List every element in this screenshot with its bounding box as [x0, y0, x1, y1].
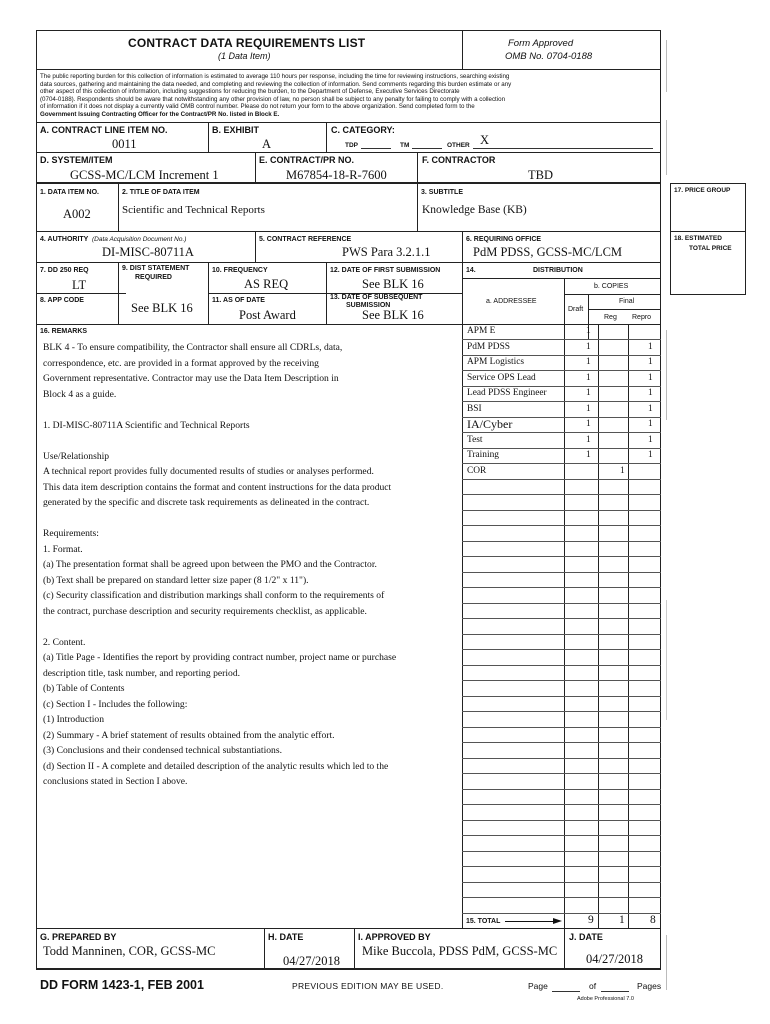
page-label: Page: [528, 981, 548, 991]
label-reg: Reg: [604, 314, 617, 321]
category-tdp: TDP: [345, 142, 358, 149]
draft-count: 1: [586, 435, 591, 445]
label-requiring-office: 6. REQUIRING OFFICE: [466, 236, 542, 243]
label-authority: 4. AUTHORITY: [40, 236, 89, 243]
system-item-value[interactable]: GCSS-MC/LCM Increment 1: [70, 168, 219, 182]
form-number: DD FORM 1423-1, FEB 2001: [40, 978, 204, 992]
remark-line: 2. Content.: [43, 636, 86, 648]
distribution-row[interactable]: [462, 356, 660, 371]
remark-line: Use/Relationship: [43, 450, 110, 462]
total-repro: 8: [650, 914, 656, 926]
remark-line: (c) Security classification and distribution markings shall conform to the requirements of: [43, 590, 385, 601]
category-tdp-blank[interactable]: [361, 148, 391, 149]
distribution-row[interactable]: [462, 416, 660, 431]
repro-count: 1: [648, 342, 653, 352]
label-date-subsequent-submission-2: SUBMISSION: [346, 302, 391, 309]
category-tm: TM: [400, 142, 410, 149]
remark-line: This data item description contains the format and content instructions for the data product: [43, 481, 392, 493]
remark-line: Block 4 as a guide.: [43, 388, 117, 400]
addressee: APM Logistics: [467, 357, 525, 367]
remark-line: (3) Conclusions and their condensed technical substantiations.: [43, 745, 282, 756]
repro-count: 1: [648, 357, 653, 367]
form-title: CONTRACT DATA REQUIREMENTS LIST: [128, 36, 366, 50]
label-prepared-by: G. PREPARED BY: [40, 932, 117, 942]
contract-reference-value[interactable]: PWS Para 3.2.1.1: [342, 245, 431, 259]
category-tm-blank[interactable]: [412, 148, 442, 149]
label-as-of-date: 11. AS OF DATE: [212, 297, 265, 304]
label-contract-pr-no: E. CONTRACT/PR NO.: [259, 155, 355, 165]
software-mark: Adobe Professional 7.0: [577, 996, 634, 1002]
distribution-row[interactable]: [462, 434, 660, 449]
dist-statement-value[interactable]: See BLK 16: [131, 301, 193, 315]
remark-line: Government representative. Contractor may use the Data Item Description in: [43, 373, 339, 384]
dd250-req-value[interactable]: LT: [72, 278, 87, 292]
draft-count: 1: [586, 373, 591, 383]
remark-line: 1. DI-MISC-80711A Scientific and Technical Reports: [43, 419, 250, 431]
label-dd250-req: 7. DD 250 REQ: [40, 267, 89, 274]
addressee: APM E: [467, 326, 496, 336]
label-dist-statement: 9. DIST STATEMENT: [122, 265, 190, 272]
draft-count: 1: [586, 357, 591, 367]
label-addressee: a. ADDRESSEE: [486, 298, 537, 305]
repro-count: 1: [648, 373, 653, 383]
remark-line: (d) Section II - A complete and detailed description of the analytic results which led to the: [43, 760, 389, 772]
remark-line: (1) Introduction: [43, 714, 105, 725]
label-date-h: H. DATE: [268, 932, 304, 942]
addressee: PdM PDSS: [467, 342, 510, 352]
label-approved-by: I. APPROVED BY: [358, 932, 431, 942]
draft-count: 1: [586, 342, 591, 352]
date-subsequent-submission-value[interactable]: See BLK 16: [362, 308, 424, 322]
label-distribution: DISTRIBUTION: [533, 267, 583, 274]
label-estimated-total-price: 18. ESTIMATED: [674, 235, 722, 242]
burden-line: (0704-0188). Respondents should be aware that notwithstanding any other provision of law, no person shall be subject to any penalty for failing to comply with a collection: [40, 95, 506, 103]
label-draft: Draft: [568, 306, 584, 313]
label-total: 15. TOTAL: [466, 918, 501, 925]
contractor-value[interactable]: TBD: [528, 168, 553, 182]
label-date-subsequent-submission: 13. DATE OF SUBSEQUENT: [330, 294, 423, 301]
distribution-row[interactable]: [462, 372, 660, 387]
remark-line: conclusions stated in Section I above.: [43, 776, 188, 787]
authority-hint: (Data Acquisition Document No.): [92, 236, 187, 243]
remark-line: (a) Title Page - Identifies the report by providing contract number, project name or purchase: [43, 652, 397, 663]
label-category: C. CATEGORY:: [331, 125, 395, 135]
data-item-no-value[interactable]: A002: [63, 207, 91, 221]
date-first-submission-value[interactable]: See BLK 16: [362, 277, 424, 291]
remark-line: generated by the specific and discrete task requirements as delineated in the contract.: [43, 497, 370, 508]
date-h-value[interactable]: 04/27/2018: [283, 954, 340, 968]
form-approved: Form Approved: [508, 38, 574, 49]
reg-count: 1: [620, 466, 625, 476]
frequency-value[interactable]: AS REQ: [244, 277, 289, 291]
remark-line: A technical report provides fully documented results of studies or analyses performed.: [43, 466, 374, 477]
date-j-value[interactable]: 04/27/2018: [586, 952, 643, 966]
label-title-of-data-item: 2. TITLE OF DATA ITEM: [122, 189, 200, 196]
page-number-field[interactable]: [552, 991, 580, 992]
exhibit-value[interactable]: A: [262, 137, 272, 151]
addressee: Service OPS Lead: [467, 373, 536, 383]
draft-count: 1: [586, 450, 591, 460]
repro-count: 1: [648, 404, 653, 414]
distribution-row[interactable]: [462, 387, 660, 402]
label-exhibit: B. EXHIBIT: [212, 125, 260, 135]
total-reg: 1: [619, 914, 625, 926]
label-frequency: 10. FREQUENCY: [212, 267, 268, 274]
requiring-office-value[interactable]: PdM PDSS, GCSS-MC/LCM: [473, 245, 623, 259]
label-remarks: 16. REMARKS: [40, 328, 88, 335]
form-subtitle: (1 Data Item): [218, 51, 271, 61]
label-final: Final: [619, 298, 635, 305]
category-other: OTHER: [447, 142, 470, 149]
draft-count: 1: [586, 388, 591, 398]
burden-line: data sources, gathering and maintaining the data needed, and completing and reviewing the collection of information. Send comments regarding this burden estimate or any: [40, 80, 512, 88]
title-of-data-item-value[interactable]: Scientific and Technical Reports: [122, 204, 265, 216]
label-price-group: 17. PRICE GROUP: [674, 187, 731, 194]
remark-line: (c) Section I - Includes the following:: [43, 698, 188, 710]
remark-line: (a) The presentation format shall be agreed upon between the PMO and the Contractor.: [43, 559, 377, 570]
addressee: Lead PDSS Engineer: [467, 388, 547, 398]
total-arrow-head-icon: [553, 918, 562, 924]
distribution-row[interactable]: [462, 465, 660, 480]
label-contractor: F. CONTRACTOR: [422, 155, 496, 165]
previous-edition-note: PREVIOUS EDITION MAY BE USED.: [292, 981, 444, 991]
remark-line: description title, task number, and reporting period.: [43, 667, 241, 679]
distribution-row[interactable]: [462, 341, 660, 356]
addressee: Test: [467, 435, 483, 445]
repro-count: 1: [648, 388, 653, 398]
remark-line: (b) Text shall be prepared on standard letter size paper (8 1/2" x 11").: [43, 574, 309, 586]
label-distribution-number: 14.: [466, 267, 476, 274]
subtitle-value[interactable]: Knowledge Base (KB): [422, 204, 527, 216]
label-copies: b. COPIES: [594, 283, 629, 290]
label-contract-reference: 5. CONTRACT REFERENCE: [259, 236, 352, 243]
addressee: COR: [467, 466, 487, 476]
label-date-j: J. DATE: [569, 932, 603, 942]
authority-value[interactable]: DI-MISC-80711A: [102, 245, 194, 259]
remark-line: (2) Summary - A brief statement of results obtained from the analytic effort.: [43, 729, 335, 741]
contract-line-item-value[interactable]: 0011: [112, 137, 137, 151]
addressee: IA/Cyber: [467, 417, 513, 431]
contract-pr-no-value[interactable]: M67854-18-R-7600: [286, 168, 387, 182]
distribution-row[interactable]: [462, 325, 660, 340]
draft-count: 1: [586, 419, 591, 429]
burden-line: other aspect of this collection of information, including suggestions for reducing the burden, to the Department of Defense, Executive Services Directorate: [40, 88, 460, 95]
remark-line: Requirements:: [43, 528, 99, 539]
burden-line: The public reporting burden for this collection of information is estimated to average 110 hours per response, including the time for reviewing instructions, searching existing: [40, 73, 510, 80]
label-system-item: D. SYSTEM/ITEM: [40, 155, 113, 165]
label-dist-statement-required: REQUIRED: [135, 274, 172, 281]
label-subtitle: 3. SUBTITLE: [421, 189, 464, 196]
burden-line: of information if it does not display a currently valid OMB control number. Please do not return your form to the above organization. Send completed form to the: [40, 103, 475, 110]
draft-count: 1: [586, 326, 591, 336]
repro-count: 1: [648, 450, 653, 460]
remark-line: the contract, purchase description and security requirements checklist, as applicable.: [43, 605, 367, 617]
remark-line: 1. Format.: [43, 543, 83, 555]
addressee: BSI: [467, 404, 482, 414]
total-draft: 9: [588, 914, 594, 926]
label-date-first-submission: 12. DATE OF FIRST SUBMISSION: [330, 267, 441, 274]
addressee: Training: [467, 450, 499, 460]
label-app-code: 8. APP CODE: [40, 297, 84, 304]
of-label: of: [589, 981, 597, 991]
burden-line: Government Issuing Contracting Officer for the Contract/PR No. listed in Block E.: [40, 110, 280, 118]
remark-line: (b) Table of Contents: [43, 683, 125, 694]
distribution-row[interactable]: [462, 449, 660, 464]
omb-number: OMB No. 0704-0188: [505, 51, 593, 62]
label-repro: Repro: [632, 314, 652, 321]
repro-count: 1: [648, 435, 653, 445]
label-data-item-no: 1. DATA ITEM NO.: [40, 189, 99, 196]
as-of-date-value[interactable]: Post Award: [239, 308, 296, 322]
prepared-by-value[interactable]: Todd Manninen, COR, GCSS-MC: [43, 944, 216, 958]
draft-count: 1: [586, 404, 591, 414]
remark-line: BLK 4 - To ensure compatibility, the Contractor shall ensure all CDRLs, data,: [43, 342, 343, 353]
label-contract-line-item: A. CONTRACT LINE ITEM NO.: [40, 125, 168, 135]
page-total-field[interactable]: [601, 991, 629, 992]
remark-line: correspondence, etc. are provided in a format approved by the receiving: [43, 357, 319, 369]
approved-by-value[interactable]: Mike Buccola, PDSS PdM, GCSS-MC: [362, 944, 558, 958]
total-arrow-icon: [505, 921, 555, 922]
repro-count: 1: [648, 419, 653, 429]
category-other-value[interactable]: X: [480, 133, 490, 147]
label-estimated-total-price-2: TOTAL PRICE: [689, 245, 732, 252]
pages-label: Pages: [637, 981, 662, 991]
category-other-blank[interactable]: [473, 148, 653, 149]
